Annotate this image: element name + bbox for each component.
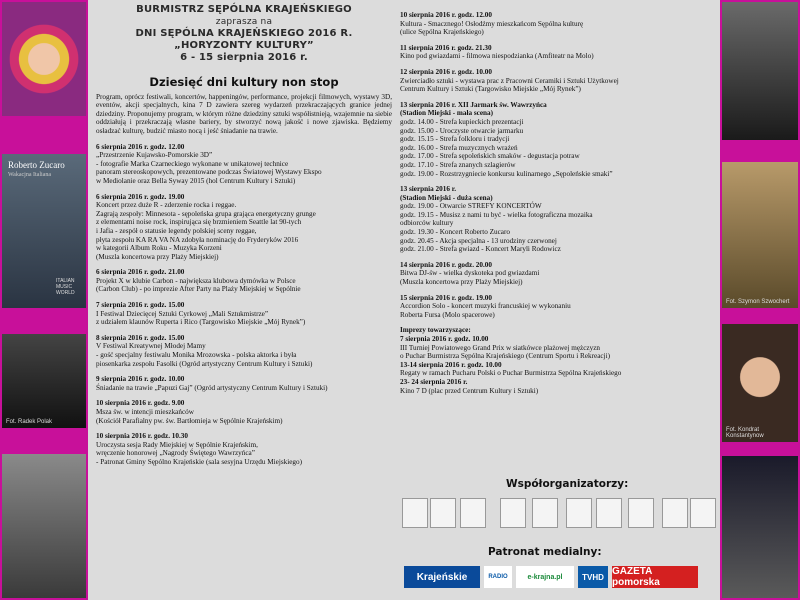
events-list-1 (96, 143, 392, 467)
header-line1: BURMISTRZ SĘPÓLNA KRAJEŃSKIEGO (136, 4, 352, 15)
sponsor-logo (628, 498, 654, 528)
photo-credit: Fot. Kondrat Konstantynow (726, 427, 764, 439)
headline: Dziesięć dni kultury non stop (149, 75, 339, 89)
sponsor-logo (662, 498, 688, 528)
event-date: 7 sierpnia 2016 r. godz. 15.00 (96, 301, 185, 310)
event-line: godz. 17.10 - Strefa znanych szlagierów (400, 160, 516, 169)
photo-group (720, 160, 800, 310)
event-line: godz. 15.15 - Strefa folkloru i tradycji (400, 135, 510, 144)
event-date: 10 sierpnia 2016 r. godz. 12.00 (400, 11, 492, 19)
event-item (400, 44, 716, 61)
event-date: 6 sierpnia 2016 r. godz. 12.00 (96, 142, 185, 151)
event-date: 11 sierpnia 2016 r. godz. 21.30 (400, 43, 492, 52)
event-line: w Mediolanie oraz Bella Syway 2015 (hol Centrum Kultury i Sztuki) (96, 176, 296, 185)
event-line: z elementami noise rock, inspirująca się brzmieniem Seattle lat 90-tych (96, 218, 302, 227)
header-line4: „HORYZONTY KULTURY” (174, 40, 314, 51)
photo-outdoor-cinema (720, 454, 800, 600)
photo-credit: Fot. Szymon Szwochert (726, 299, 790, 305)
accompanying-list (400, 335, 716, 395)
event-line: w kategorii Album Roku - Muzyka Korzeni (96, 244, 222, 253)
event-line: III Turniej Powiatowego Grand Prix w siatkówce plażowej mężczyzn (400, 343, 600, 352)
event-line: (ulice Sępólna Krajeńskiego) (400, 28, 484, 37)
sponsor-logo (596, 498, 622, 528)
sponsor-logo (690, 498, 716, 528)
event-line: panoram stereoskopowych, prezentowane podczas Światowej Wystawy Ekspo (96, 168, 322, 177)
event-line: Kultura - Smacznego! Osłodźmy mieszkańcom Sępólna kulturę (400, 19, 584, 28)
event-line: Bitwa DJ-św - wielka dyskoteka pod gwiazdami (400, 269, 540, 278)
event-line: - gość specjalny festiwalu Monika Mrozowska - polska aktorka i była (96, 351, 297, 360)
accompanying-title: Imprezy towarzyszące: (400, 326, 471, 335)
event-line: godz. 20.45 - Akcja specjalna - 13 urodziny czerwonej (400, 236, 557, 245)
event-item (400, 11, 716, 37)
event-line: - fotografie Marka Czarneckiego wykonane w unikatowej technice (96, 159, 289, 168)
patronat-title: Patronat medialny: (488, 546, 602, 558)
event-date: 12 sierpnia 2016 r. godz. 10.00 (400, 67, 492, 76)
media-logo: TVHD (578, 566, 608, 588)
event-date: 10 sierpnia 2016 r. godz. 10.30 (96, 432, 188, 441)
event-item (400, 294, 716, 320)
event-line: I Festiwal Dziecięcej Sztuki Cyrkowej „Mali Sztukmistrze” (96, 309, 269, 318)
event-line: Regaty w ramach Pucharu Polski o Puchar Burmistrza Sępólna Krajeńskiego (400, 369, 622, 378)
event-item (96, 193, 392, 262)
event-line: wręczenie honorowej „Nagrody Świętego Wawrzyńca” (96, 449, 255, 458)
sponsor-logo (430, 498, 456, 528)
event-item (96, 301, 392, 327)
event-line: godz. 16.00 - Strefa muzycznych wrażeń (400, 143, 518, 152)
event-line: godz. 19.00 - Otwarcie STREFY KONCERTÓW (400, 202, 542, 211)
event-item (96, 143, 392, 186)
event-line: płyta zespołu KA RA VA NA zdobyła nominację do Fryderyków 2016 (96, 235, 299, 244)
sponsor-logo (500, 498, 526, 528)
media-logo: GAZETA pomorska (612, 566, 698, 588)
photo-maryla-rodowicz (720, 0, 800, 142)
event-line: (Stadion Miejski - duża scena) (400, 193, 493, 202)
event-date: 6 sierpnia 2016 r. godz. 19.00 (96, 192, 185, 201)
sponsors-title: Współorganizatorzy: (506, 478, 629, 490)
event-date: 15 sierpnia 2016 r. godz. 19.00 (400, 293, 492, 302)
event-line: godz. 19.15 - Musisz z nami tu być - wielka fotograficzna mozaika (400, 210, 593, 219)
media-logo: Krajeńskie (404, 566, 480, 588)
event-date: 8 sierpnia 2016 r. godz. 15.00 (96, 333, 185, 342)
header-line2: zaprasza na (215, 17, 273, 27)
header-line5: 6 - 15 sierpnia 2016 r. (180, 52, 308, 63)
event-line: godz. 15.00 - Uroczyste otwarcie jarmarku (400, 126, 524, 135)
event-line: godz. 21.00 - Strefa gwiazd - Koncert Maryli Rodowicz (400, 245, 561, 254)
event-line: Śniadanie na trawie „Papuzi Gaj” (Ogród artystyczny Centrum Kultury i Sztuki) (96, 383, 328, 392)
event-date: 14 sierpnia 2016 r. godz. 20.00 (400, 260, 492, 269)
event-line: odbiorców kultury (400, 219, 454, 228)
event-item (96, 432, 392, 466)
sponsor-logo (566, 498, 592, 528)
photo-man-cap (0, 452, 88, 600)
event-item (96, 375, 392, 392)
photo-roberto-zucaro (0, 152, 88, 310)
photo-credit: Fot. Radek Polak (6, 419, 53, 425)
event-item (400, 185, 716, 254)
media-logo: e-krajna.pl (516, 566, 574, 588)
album-label: ITALIAN MUSIC WORLD (56, 278, 75, 296)
event-date: 7 sierpnia 2016 r. godz. 10.00 (400, 335, 489, 343)
event-line: (Stadion Miejski - mała scena) (400, 109, 494, 118)
event-line: Zagrają zespoły: Minnesota - sępoleńska grupa grająca energetyczny grunge (96, 209, 316, 218)
event-date: 6 sierpnia 2016 r. godz. 21.00 (96, 268, 185, 277)
event-line: Koncert przez duże R - zderzenie rocka i reggae. (96, 201, 237, 210)
sponsor-logo (532, 498, 558, 528)
event-line: (Muszla koncertowa przy Plaży Miejskiej) (400, 278, 523, 287)
accompanying-events (400, 326, 716, 395)
event-line: o Puchar Burmistrza Sępólna Krajeńskiego (Centrum Sportu i Rekreacji) (400, 352, 610, 361)
event-line: - Patronat Gminy Sępólno Krajeńskie (sala sesyjna Urzędu Miejskiego) (96, 457, 302, 466)
event-line: Zwierciadło sztuki - wystawa prac z Pracowni Ceramiki i Sztuki Użytkowej (400, 76, 619, 85)
event-line: „Przestrzenie Kujawsko-Pomorskie 3D” (96, 151, 213, 160)
program-column-2 (400, 4, 716, 395)
sponsor-logo (460, 498, 486, 528)
event-date: 13 sierpnia 2016 r. XII Jarmark św. Wawrzyńca (400, 100, 547, 109)
event-line: Centrum Kultury i Sztuki (Targowisko Miejskie „Mój Rynek”) (400, 85, 581, 94)
event-item (400, 68, 716, 94)
photo-sub: Wakacjna Italiana (8, 172, 51, 178)
event-line: Kino pod gwiazdami - filmowa niespodzianka (Amfiteatr na Molo) (400, 52, 594, 61)
event-line: godz. 19.00 - Rozstrzygniecie konkursu kulinarnego „Sępoleńskie smaki” (400, 169, 613, 178)
media-logo: RADIO (484, 566, 512, 588)
header-line3: DNI SĘPÓLNA KRAJEŃSKIEGO 2016 R. (135, 28, 353, 39)
event-item (96, 334, 392, 368)
intro-paragraph: Program, oprócz festiwali, koncertów, happeningów, performance, projekcji filmowych, wystawy 3D, eventów, akcji specjalnych, kina 7 D zawiera szereg wydarzeń przekraczających granice jednej dziedziny. Proponujemy program, w którym różne dziedziny sztuki współistnieją, wzajemnie na siebie oddziałują i przekraczają własne bariery, by stworzyć nową jakość i nowe zjawiska. Będziemy osładzać kulturę, budzić miasto nocą i jeść śniadanie na trawie. (96, 92, 392, 135)
event-date: 13 sierpnia 2016 r. (400, 185, 457, 194)
event-item (96, 268, 392, 294)
event-line: piosenkarka zespołu Fasolki (Ogród artystyczny Centrum Kultury i Sztuki) (96, 359, 313, 368)
photo-singer-flowers (0, 0, 88, 118)
program-column-1 (96, 4, 392, 467)
photo-name: Roberto Zucaro (8, 160, 65, 170)
event-line: Kino 7 D (plac przed Centrum Kultury i Sztuki) (400, 386, 539, 395)
event-item (96, 399, 392, 425)
event-date: 13-14 sierpnia 2016 r. godz. 10.00 (400, 360, 502, 369)
event-line: V Festiwal Kreatywnej Młodej Mamy (96, 342, 206, 351)
photo-band (0, 332, 88, 430)
event-line: Msza św. w intencji mieszkańców (96, 408, 194, 416)
sponsor-logo (402, 498, 428, 528)
event-item (400, 261, 716, 287)
event-line: i Jafia - zespół o statusie legendy polskiej sceny reggae, (96, 226, 257, 235)
event-line: Uroczysta sesja Rady Miejskiej w Sępólnie Krajeńskim, (96, 440, 258, 449)
event-line: Accordion Solo - koncert muzyki francuskiej w wykonaniu (400, 302, 571, 311)
event-date: 9 sierpnia 2016 r. godz. 10.00 (96, 375, 185, 384)
event-line: (Carbon Club) - po imprezie After Party na Plaży Miejskiej w Sępólnie (96, 285, 301, 294)
event-date: 10 sierpnia 2016 r. godz. 9.00 (96, 399, 185, 408)
event-line: Roberta Fursa (Molo spacerowe) (400, 310, 495, 319)
event-item (400, 101, 716, 178)
event-date: 23- 24 sierpnia 2016 r. (400, 377, 468, 386)
event-line: godz. 14.00 - Strefa kupieckich prezentacji (400, 117, 524, 126)
photo-woman (720, 322, 800, 444)
event-line: godz. 17.00 - Strefa sępoleńskich smaków - degustacja potraw (400, 152, 580, 161)
event-line: (Muszla koncertowa przy Plaży Miejskiej) (96, 252, 219, 261)
event-line: (Kościół Parafialny pw. św. Bartłomieja w Sępólnie Krajeńskim) (96, 416, 283, 425)
event-line: Projekt X w klubie Carbon - największa klubowa dymówka w Polsce (96, 276, 296, 285)
event-line: godz. 19.30 - Koncert Roberto Zucaro (400, 228, 510, 237)
events-list-2 (400, 11, 716, 319)
event-line: z udziałem klaunów Ruperta i Rico (Targowisko Miejskie „Mój Rynek”) (96, 318, 306, 327)
poster-header (96, 4, 392, 64)
